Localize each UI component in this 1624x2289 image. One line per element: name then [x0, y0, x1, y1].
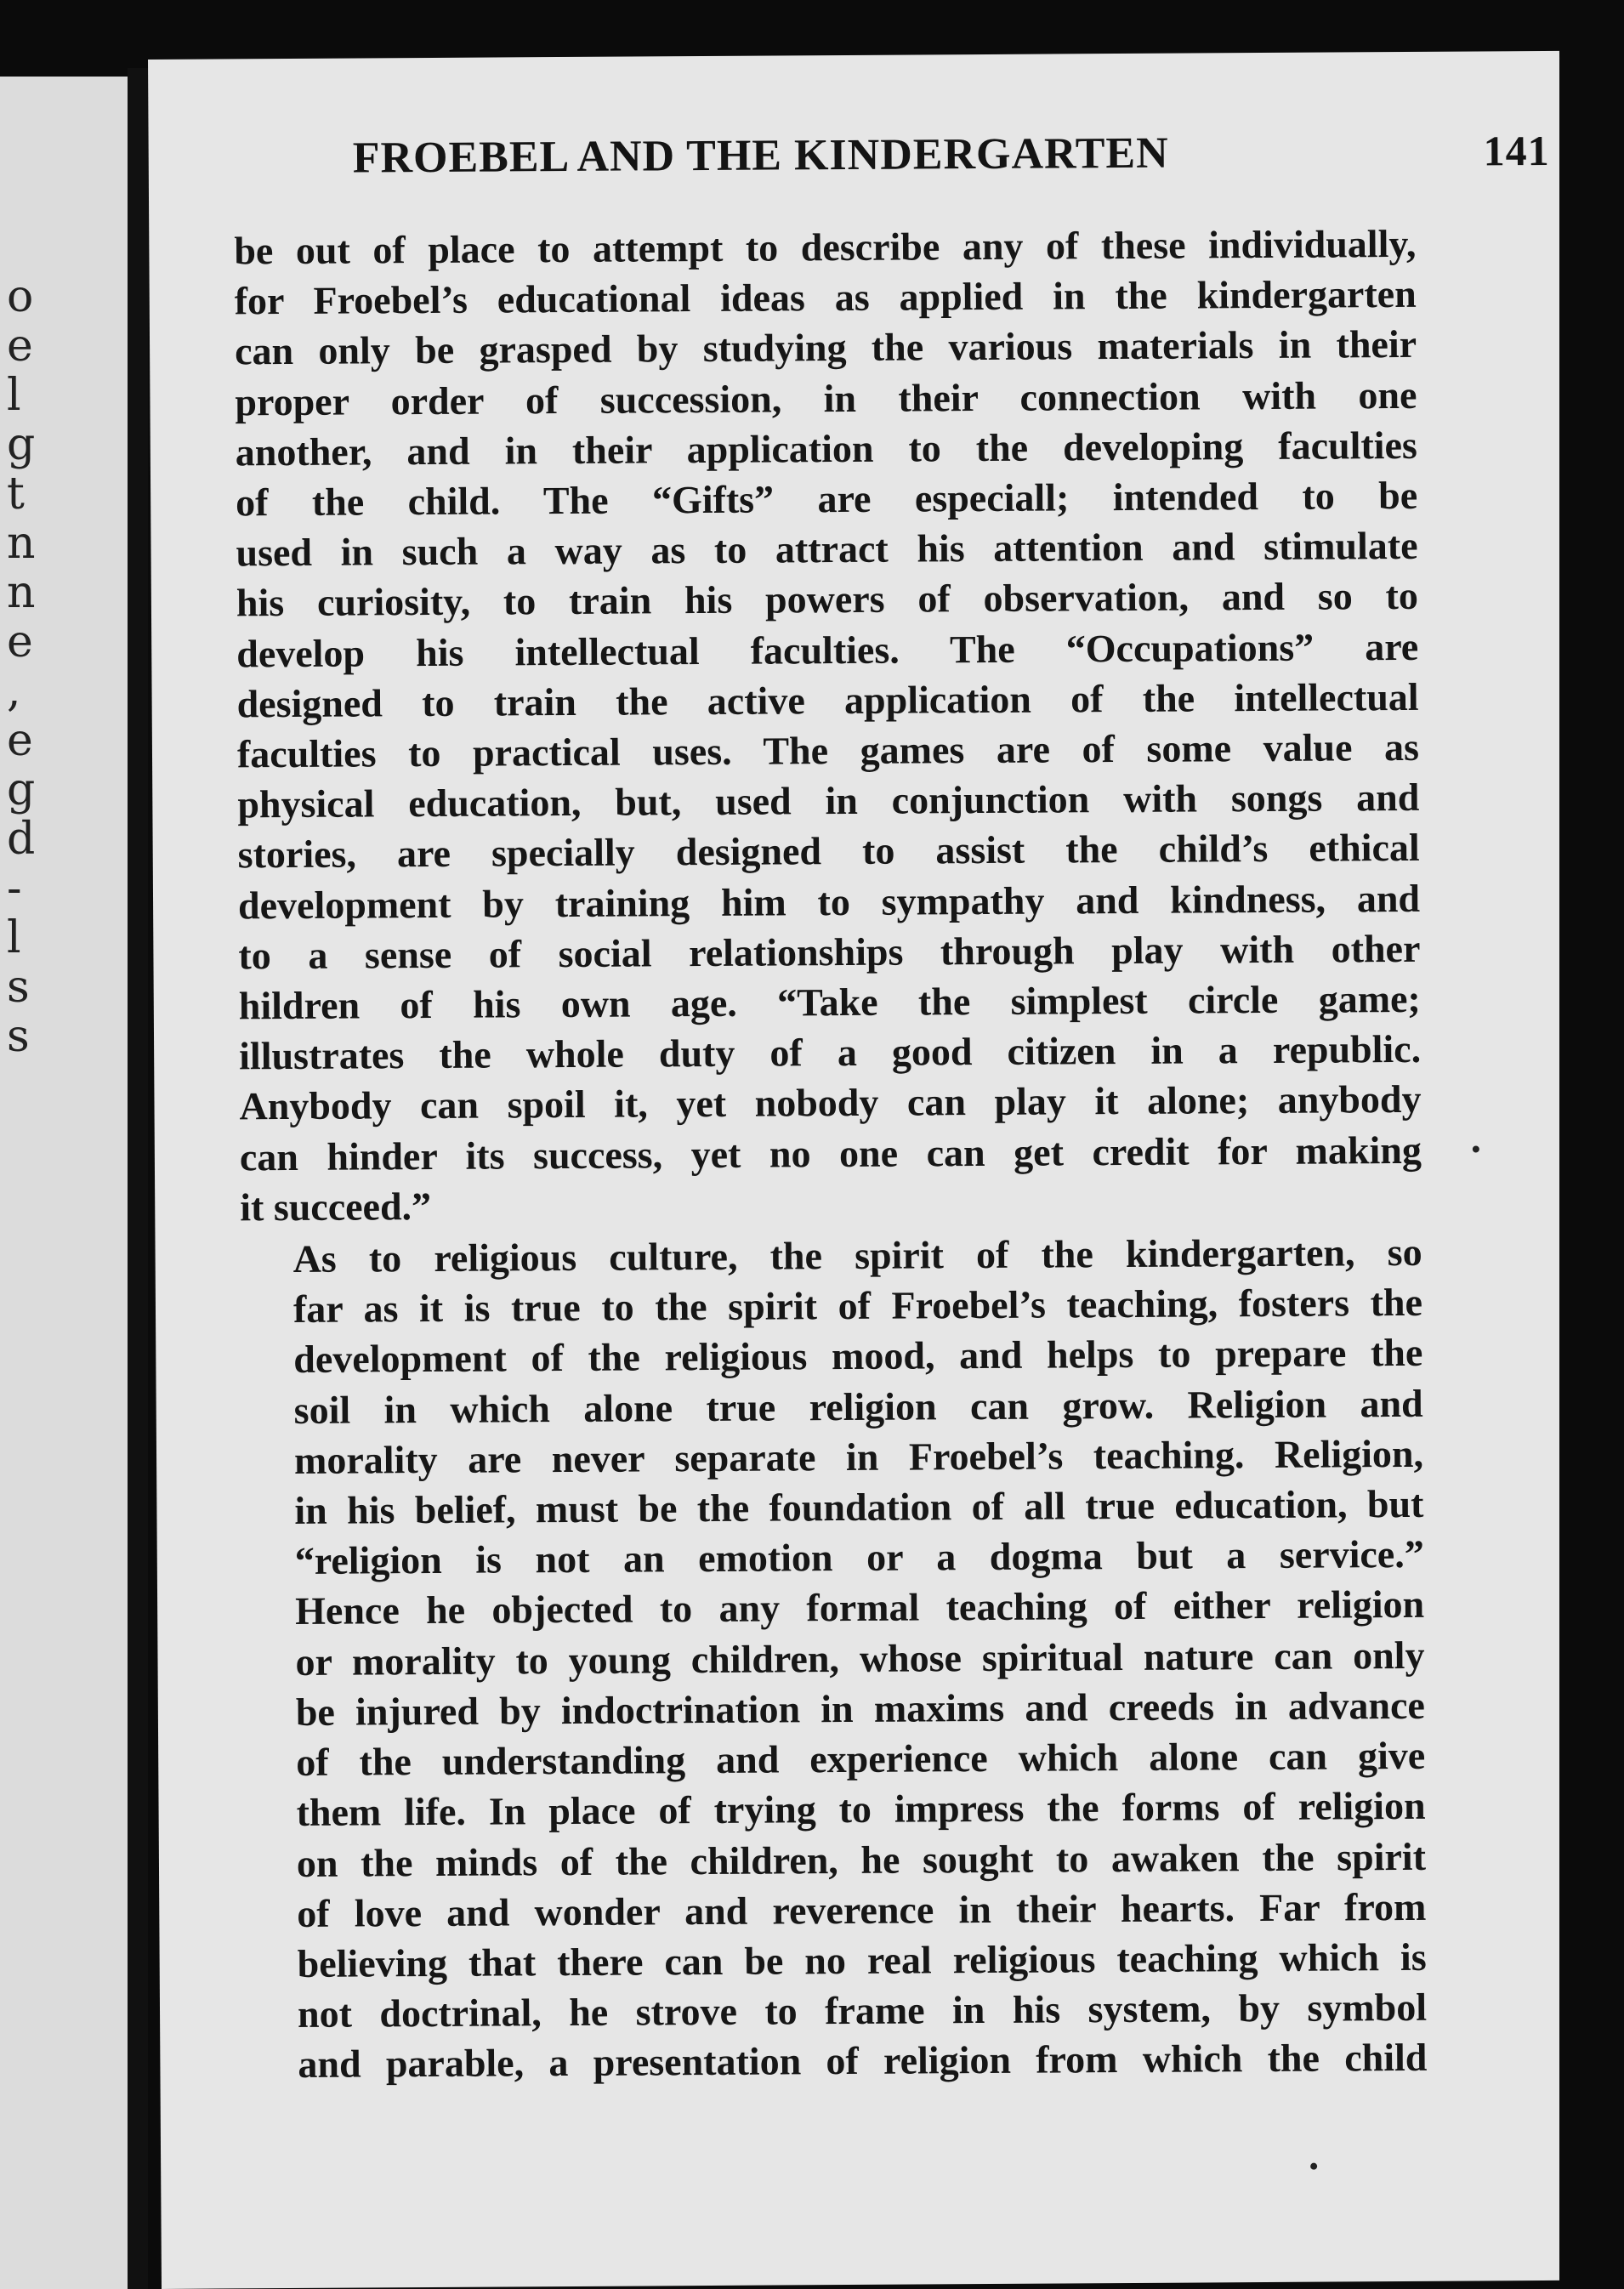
speck	[1473, 1145, 1479, 1152]
text-line: of the understanding and experience which alone can give	[296, 1733, 1426, 1785]
book-gutter	[128, 68, 148, 2289]
facing-page-fragments: o e l g t n n e , e g d - l s s	[7, 271, 36, 1062]
text-line: another, and in their application to the developing faculties	[235, 423, 1417, 474]
page-number: 141	[1483, 126, 1550, 175]
text-line: it succeed.”	[240, 1184, 432, 1230]
text-line: As to religious culture, the spirit of the kindergarten, so	[292, 1230, 1422, 1281]
text-line: Anybody can spoil it, yet nobody can play it alone; anybody	[239, 1077, 1422, 1128]
text-line: Hence he objected to any formal teaching of either religion	[294, 1582, 1425, 1633]
text-line: or morality to young children, whose spiritual nature can only	[295, 1633, 1425, 1684]
text-line: not doctrinal, he strove to frame in his system, by symbol	[297, 1985, 1428, 2036]
text-line: to a sense of social relationships through play with other	[238, 926, 1421, 978]
text-line: development of the religious mood, and helps to prepare the	[293, 1331, 1423, 1382]
text-line: and parable, a presentation of religion from which the child	[298, 2036, 1428, 2087]
text-line: be injured by indoctrination in maxims and creeds in advance	[295, 1683, 1426, 1734]
text-line: illustrates the whole duty of a good citizen in a republic.	[239, 1027, 1422, 1078]
text-line: in his belief, must be the foundation of all true education, but	[294, 1481, 1424, 1533]
running-head-title: FROEBEL AND THE KINDERGARTEN	[352, 128, 1169, 183]
text-line: on the minds of the children, he sought to awaken the spirit	[296, 1834, 1427, 1885]
paragraph-2	[240, 1227, 1427, 2090]
running-head	[352, 126, 1550, 184]
text-line: stories, are specially designed to assist the child’s ethical	[237, 826, 1420, 877]
text-line: development by training him to sympathy and kindness, and	[237, 876, 1421, 928]
text-line: morality are never separate in Froebel’s teaching. Religion,	[293, 1431, 1424, 1482]
text-line: hildren of his own age. “Take the simplest circle game;	[238, 976, 1421, 1028]
text-line: far as it is true to the spirit of Froebel’s teaching, fosters the	[292, 1281, 1423, 1332]
text-line: “religion is not an emotion or a dogma but a service.”	[294, 1532, 1424, 1583]
text-line: used in such a way as to attract his attention and stimulate	[236, 524, 1418, 575]
text-line: faculties to practical uses. The games are of some value as	[236, 724, 1420, 776]
book-page	[148, 51, 1573, 2289]
text-line: be out of place to attempt to describe any of these individually,	[234, 221, 1417, 273]
text-line: believing that there can be no real religious teaching which is	[297, 1934, 1427, 1985]
speck	[1310, 2163, 1317, 2170]
text-line: soil in which alone true religion can grow. Religion and	[293, 1381, 1423, 1432]
text-line: can only be grasped by studying the various materials in their	[234, 322, 1417, 373]
text-line: designed to train the active application of the intellectual	[236, 674, 1419, 726]
text-line: can hinder its success, yet no one can get credit for making	[239, 1127, 1422, 1179]
paragraph-1	[234, 219, 1422, 1233]
text-line: of the child. The “Gifts” are especiall; intended to be	[236, 473, 1418, 525]
text-line: proper order of succession, in their connection with one	[235, 372, 1417, 423]
body-text	[234, 219, 1427, 2090]
scan-border	[1559, 60, 1624, 2289]
text-line: of love and wonder and reverence in their hearts. Far from	[297, 1884, 1427, 1935]
text-line: them life. In place of trying to impress the forms of religion	[296, 1784, 1426, 1835]
facing-page-edge	[0, 77, 136, 2289]
text-line: his curiosity, to train his powers of observation, and so to	[236, 574, 1419, 625]
text-line: develop his intellectual faculties. The “Occupations” are	[236, 624, 1419, 676]
text-line: physical education, but, used in conjunction with songs and	[237, 775, 1420, 826]
text-line: for Froebel’s educational ideas as applied in the kindergarten	[234, 272, 1417, 323]
